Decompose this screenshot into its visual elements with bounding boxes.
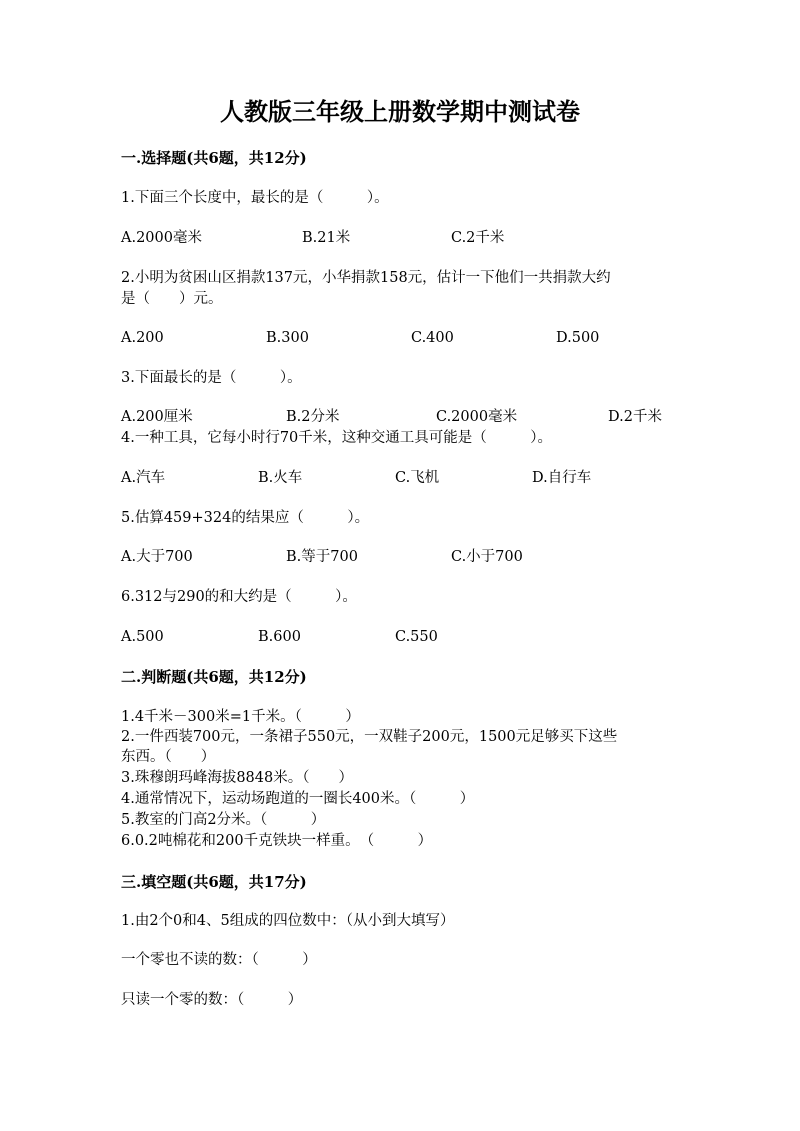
option-b: B.2分米 — [286, 409, 340, 425]
question-stem: 6.312与290的和大约是（ ）。 — [121, 589, 357, 605]
option-b: B.600 — [258, 629, 301, 645]
option-a: A.2000毫米 — [121, 230, 202, 246]
question-stem: 5.估算459+324的结果应（ ）。 — [121, 510, 370, 526]
option-d: D.500 — [556, 330, 600, 346]
option-c: C.2000毫米 — [436, 409, 518, 425]
section-heading-choice: 一.选择题(共6题，共12分) — [121, 149, 307, 167]
option-d: D.自行车 — [532, 470, 592, 486]
option-a: A.200厘米 — [121, 409, 193, 425]
page-title: 人教版三年级上册数学期中测试卷 — [220, 97, 580, 126]
fill-blank-line: 只读一个零的数：（ ） — [121, 992, 303, 1008]
option-b: B.火车 — [258, 470, 303, 486]
section-heading-true-false: 二.判断题(共6题，共12分) — [121, 668, 307, 686]
judgement-item: 1.4千米－300米=1千米。（ ） — [121, 709, 360, 725]
question-stem: 1.下面三个长度中，最长的是（ ）。 — [121, 190, 389, 206]
judgement-item: 5.教室的门高2分米。（ ） — [121, 812, 326, 828]
option-a: A.500 — [121, 629, 164, 645]
question-stem: 1.由2个0和4、5组成的四位数中：（从小到大填写） — [121, 913, 455, 929]
section-heading-fill-in: 三.填空题(共6题，共17分) — [121, 873, 307, 891]
judgement-item: 2.一件西装700元，一条裙子550元，一双鞋子200元，1500元足够买下这些 — [121, 729, 618, 745]
option-b: B.等于700 — [286, 549, 358, 565]
option-c: C.550 — [395, 629, 438, 645]
question-stem: 3.下面最长的是（ ）。 — [121, 370, 302, 386]
judgement-item-continued: 东西。（ ） — [121, 749, 216, 765]
option-c: C.飞机 — [395, 470, 440, 486]
option-d: D.2千米 — [608, 409, 662, 425]
option-c: C.小于700 — [451, 549, 523, 565]
question-stem: 4.一种工具，它每小时行70千米，这种交通工具可能是（ ）。 — [121, 430, 553, 446]
question-stem: 2.小明为贫困山区捐款137元，小华捐款158元，估计一下他们一共捐款大约 — [121, 270, 611, 286]
option-a: A.大于700 — [121, 549, 193, 565]
option-b: B.300 — [266, 330, 309, 346]
judgement-item: 3.珠穆朗玛峰海拔8848米。（ ） — [121, 770, 353, 786]
option-c: C.400 — [411, 330, 454, 346]
judgement-item: 6.0.2吨棉花和200千克铁块一样重。 （ ） — [121, 833, 433, 849]
option-a: A.200 — [121, 330, 164, 346]
option-b: B.21米 — [302, 230, 351, 246]
judgement-item: 4.通常情况下，运动场跑道的一圈长400米。（ ） — [121, 791, 475, 807]
fill-blank-line: 一个零也不读的数：（ ） — [121, 952, 317, 968]
option-c: C.2千米 — [451, 230, 505, 246]
option-a: A.汽车 — [121, 470, 166, 486]
question-stem-continued: 是（ ）元。 — [121, 291, 223, 307]
